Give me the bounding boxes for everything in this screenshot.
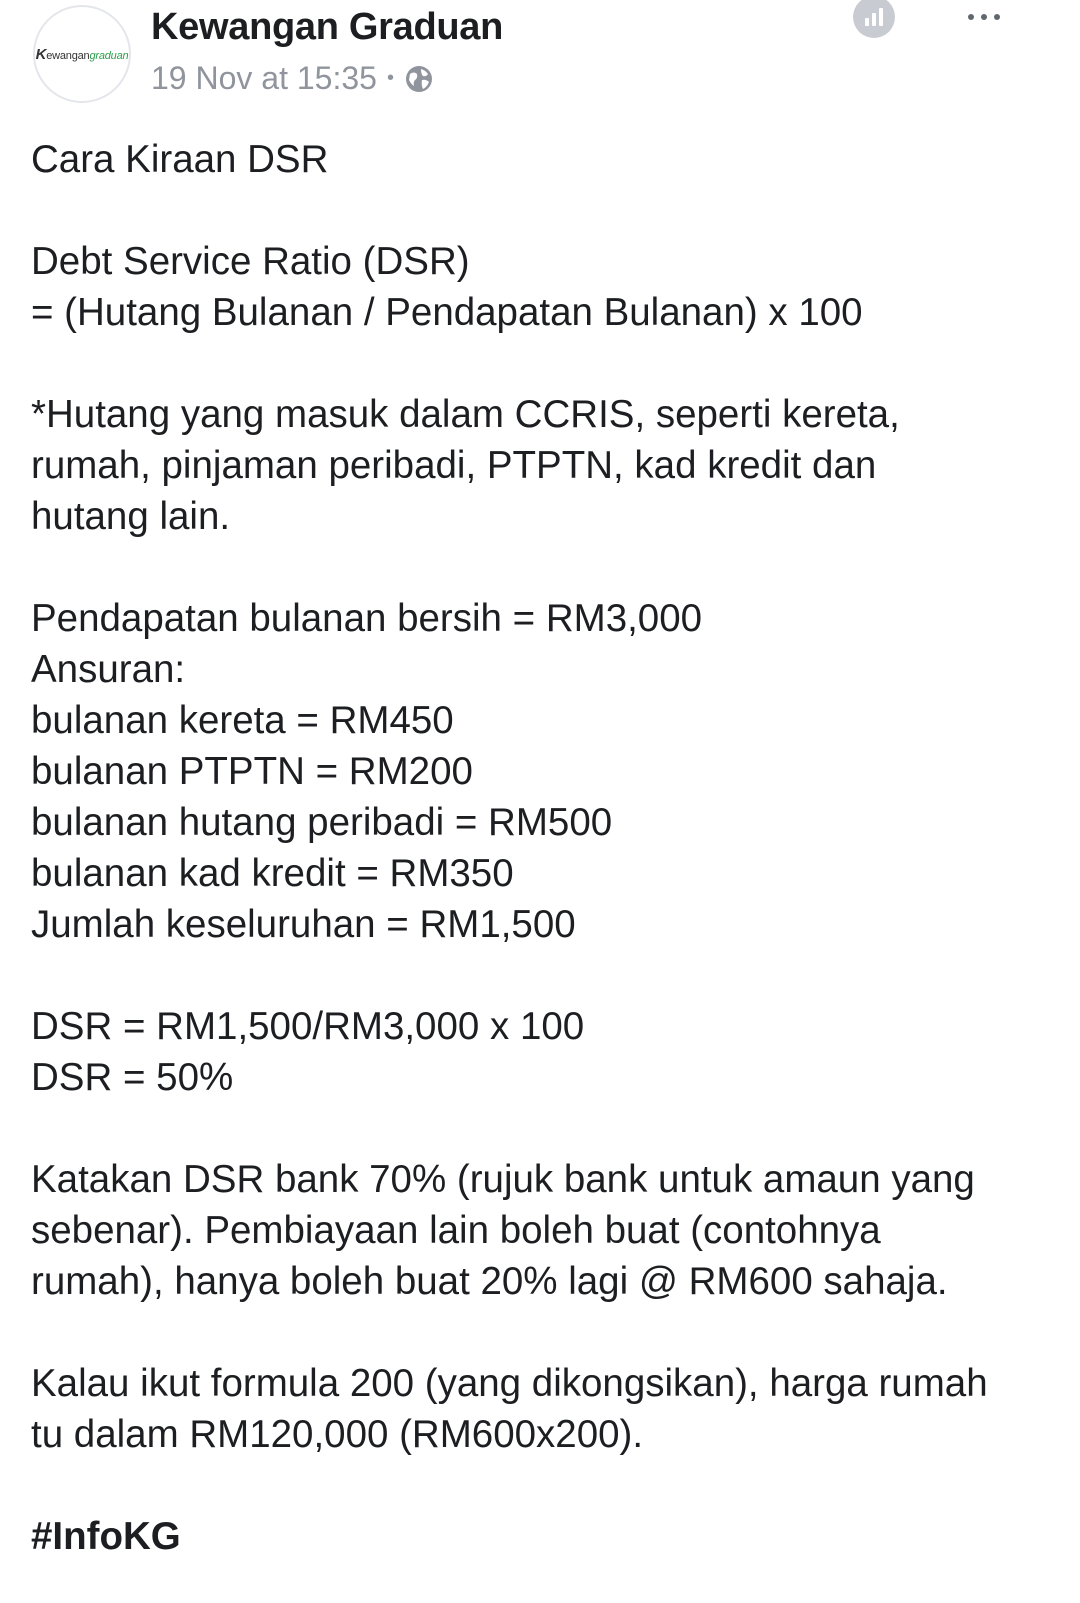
calc-line: DSR = RM1,500/RM3,000 x 100 [31, 1005, 585, 1048]
post-body [31, 134, 1041, 1562]
installment-line: bulanan kereta = RM450 [31, 699, 454, 742]
note-line: rumah, pinjaman peribadi, PTPTN, kad kredit dan [31, 444, 877, 487]
page-name-link[interactable]: Kewangan Graduan [151, 6, 504, 48]
more-options-icon[interactable] [968, 14, 1000, 20]
installment-line: bulanan PTPTN = RM200 [31, 750, 473, 793]
avatar-logo: Kewangangraduan [35, 45, 129, 63]
globe-icon[interactable] [404, 64, 434, 94]
installment-total: Jumlah keseluruhan = RM1,500 [31, 903, 576, 946]
installment-line: bulanan hutang peribadi = RM500 [31, 801, 613, 844]
hashtag-link[interactable]: #InfoKG [31, 1515, 181, 1558]
bank-line: sebenar). Pembiayaan lain boleh buat (contohnya [31, 1209, 881, 1252]
post-meta [151, 60, 434, 97]
installment-line: bulanan kad kredit = RM350 [31, 852, 514, 895]
calc-line: DSR = 50% [31, 1056, 234, 1099]
formula200-line: Kalau ikut formula 200 (yang dikongsikan), harga rumah [31, 1362, 988, 1405]
post-title: Cara Kiraan DSR [31, 138, 329, 181]
note-line: *Hutang yang masuk dalam CCRIS, seperti kereta, [31, 393, 900, 436]
formula200-line: tu dalam RM120,000 (RM600x200). [31, 1413, 644, 1456]
bank-line: Katakan DSR bank 70% (rujuk bank untuk amaun yang [31, 1158, 975, 1201]
meta-separator: • [386, 67, 394, 89]
insights-icon[interactable] [853, 0, 895, 38]
note-line: hutang lain. [31, 495, 231, 538]
installments-heading: Ansuran: [31, 648, 186, 691]
page-avatar[interactable] [33, 5, 131, 103]
post-timestamp[interactable]: 19 Nov at 15:35 [151, 60, 377, 96]
formula-line: = (Hutang Bulanan / Pendapatan Bulanan) x 100 [31, 291, 863, 334]
bank-line: rumah), hanya boleh buat 20% lagi @ RM600 sahaja. [31, 1260, 948, 1303]
formula-line: Debt Service Ratio (DSR) [31, 240, 470, 283]
income-line: Pendapatan bulanan bersih = RM3,000 [31, 597, 703, 640]
